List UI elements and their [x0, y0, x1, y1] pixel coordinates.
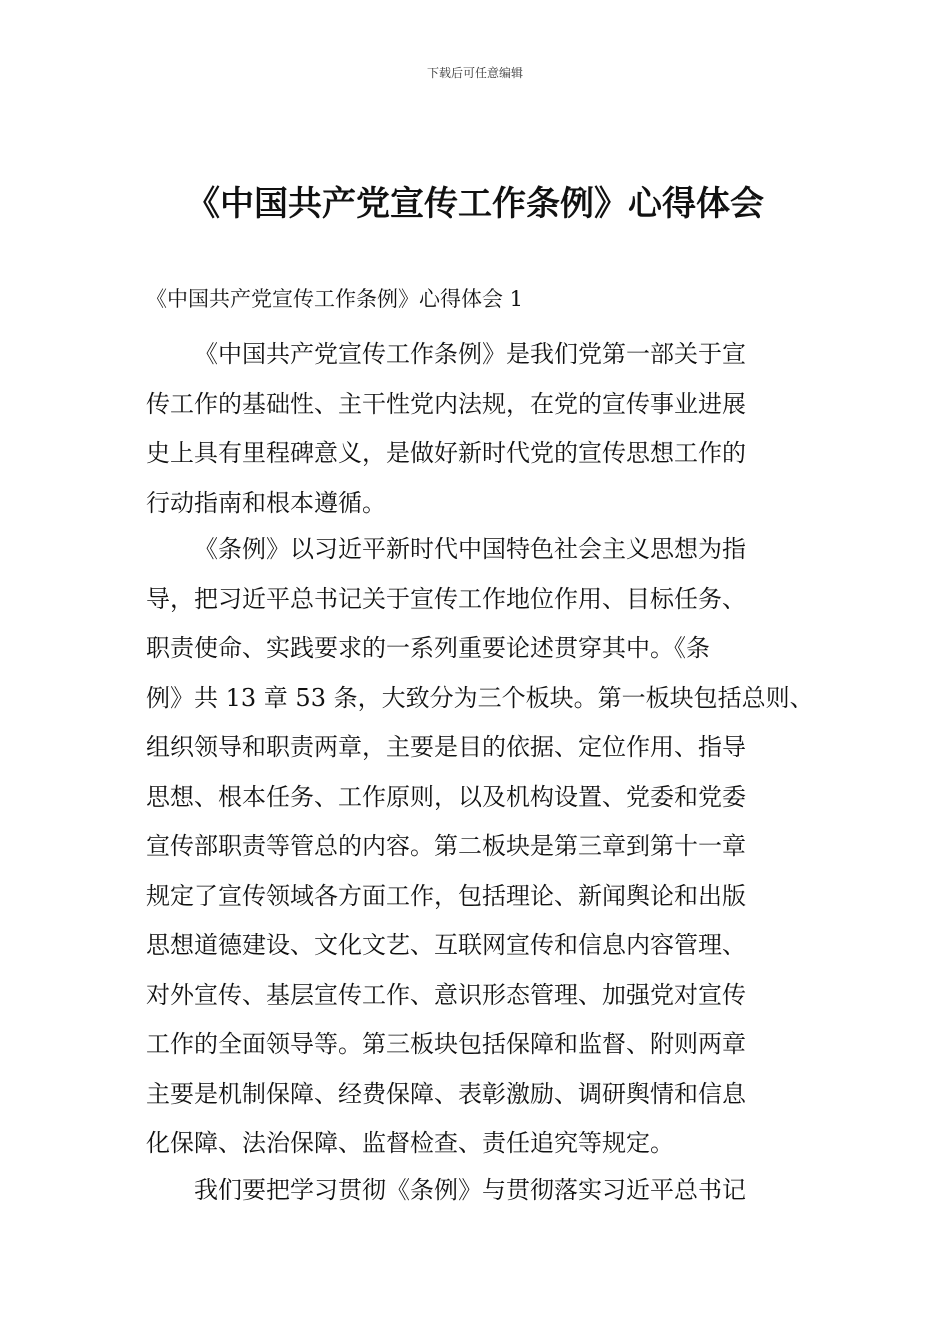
paragraph-line: 《条例》以习近平新时代中国特色社会主义思想为指: [194, 535, 746, 563]
paragraph-line: 工作的全面领导等。第三板块包括保障和监督、附则两章: [146, 1030, 746, 1058]
section-subtitle: 《中国共产党宣传工作条例》心得体会 1: [146, 287, 524, 311]
header-note: 下载后可任意编辑: [426, 66, 523, 80]
paragraph-1: [146, 330, 836, 528]
paragraph-line: 规定了宣传领域各方面工作，包括理论、新闻舆论和出版: [146, 881, 746, 910]
paragraph-line: 对外宣传、基层宣传工作、意识形态管理、加强党对宣传: [146, 980, 746, 1009]
paragraph-line: 化保障、法治保障、监督检查、责任追究等规定。: [146, 1129, 674, 1157]
paragraph-line: 行动指南和根本遵循。: [146, 488, 386, 517]
paragraph-line: 传工作的基础性、主干性党内法规，在党的宣传事业进展: [146, 389, 746, 418]
paragraph-line: 宣传部职责等管总的内容。第二板块是第三章到第十一章: [146, 832, 746, 860]
paragraph-line: 思想道德建设、文化文艺、互联网宣传和信息内容管理、: [146, 931, 746, 959]
paragraph-2: [146, 525, 836, 1169]
paragraph-line: 导，把习近平总书记关于宣传工作地位作用、目标任务、: [146, 584, 746, 613]
paragraph-3: [146, 1166, 836, 1216]
paragraph-line: 史上具有里程碑意义，是做好新时代党的宣传思想工作的: [146, 439, 746, 467]
paragraph-line: 思想、根本任务、工作原则，以及机构设置、党委和党委: [146, 782, 746, 811]
paragraph-line: 例》共 13 章 53 条，大致分为三个板块。第一板块包括总则、: [146, 683, 814, 712]
paragraph-line: 《中国共产党宣传工作条例》是我们党第一部关于宣: [194, 340, 746, 368]
paragraph-line: 职责使命、实践要求的一系列重要论述贯穿其中。《条: [146, 634, 710, 662]
document-title: 《中国共产党宣传工作条例》心得体会: [186, 184, 764, 224]
paragraph-line: 组织领导和职责两章，主要是目的依据、定位作用、指导: [146, 733, 746, 761]
paragraph-line: 我们要把学习贯彻《条例》与贯彻落实习近平总书记: [194, 1176, 746, 1204]
paragraph-line: 主要是机制保障、经费保障、表彰激励、调研舆情和信息: [146, 1079, 746, 1108]
